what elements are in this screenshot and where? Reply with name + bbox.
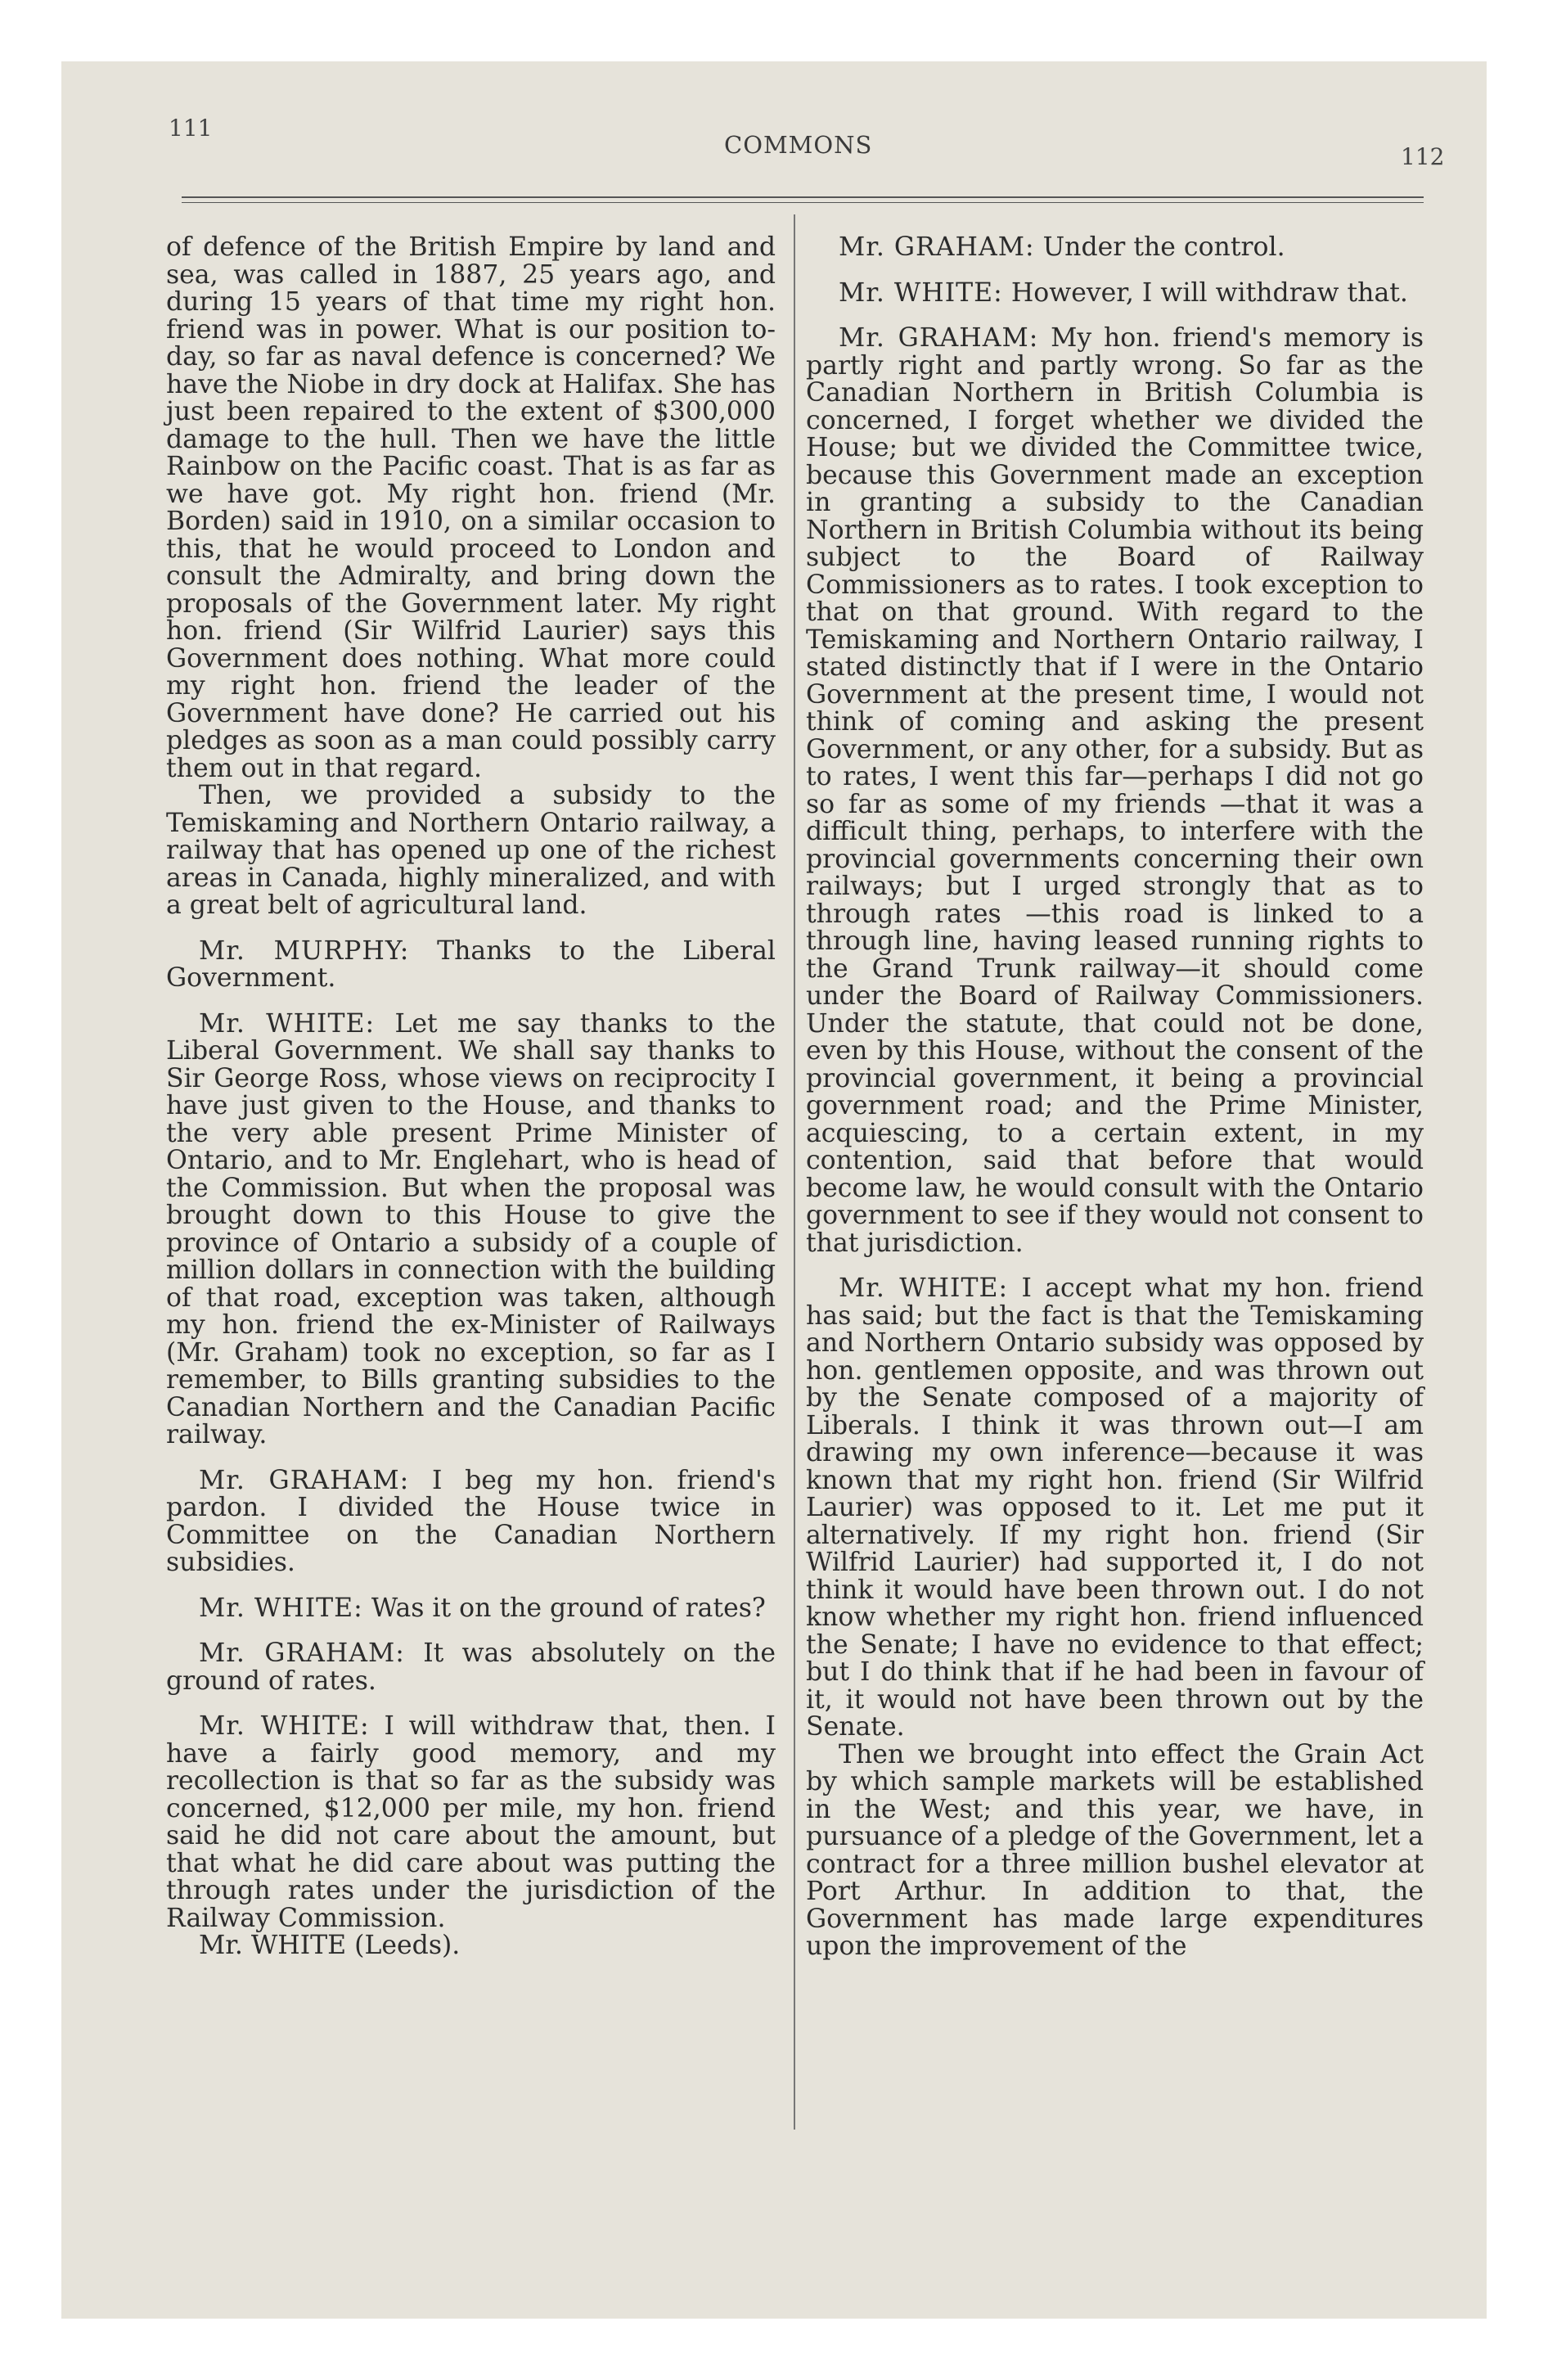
speaker-name: Mr. WHITE: — [839, 277, 1003, 308]
speech — [166, 1595, 776, 1623]
speaker-name: Mr. GRAHAM: — [839, 232, 1035, 262]
speech — [806, 325, 1424, 1257]
left-page-number: 111 — [169, 115, 213, 142]
speech — [166, 1467, 776, 1577]
speech-text: Let me say thanks to the Liberal Government. We shall say thanks to Sir George Ross, whose views on reciprocity I have just given to the House, and thanks to the very able present Prime Minister of Ontario, and to Mr. Englehart, who is head of the Commission. But when the proposal was brought down to this House to give the province of Ontario a subsidy of a couple of million dollars in connection with the building of that road, exception was taken, although my hon. friend the ex-Minister of Railways (Mr. Graham) took no exception, so far as I remember, to Bills granting subsidies to the Canadian Northern and the Canadian Pacific railway. — [166, 1008, 776, 1449]
paragraph-text: Then we brought into effect the Grain Act by which sample markets will be established in the West; and this year, we have, in pursuance of a pledge of the Government, let a contract for a three million bushel elevator at Port Arthur. In addition to that, the Government has made large expenditures upon the improvement of the — [806, 1739, 1424, 1961]
speaker-name: Mr. GRAHAM: — [199, 1465, 410, 1495]
speech-text: I accept what my hon. friend has said; but the fact is that the Temiskaming and Northern Ontario subsidy was opposed by hon. gentlemen opposite, and was thrown out by the Senate composed of a majority of Liberals. I think it was thrown out—I am drawing my own inference—because it was known that my right hon. friend (Sir Wilfrid Laurier) was opposed to it. Let me put it alternatively. If my right hon. friend (Sir Wilfrid Laurier) had supported it, I do not think it would have been thrown out. I do not know whether my right hon. friend influenced the Senate; I have no evidence to that effect; but I do think that if he had been in favour of it, it would not have been thrown out by the Senate. — [806, 1273, 1424, 1742]
speaker-footer: Mr. WHITE (Leeds). — [199, 1931, 461, 1960]
speech-text: My hon. friend's memory is partly right and partly wrong. So far as the Canadian Northern in British Columbia is concerned, I forget whether we divided the House; but we divided the Committee twice, because this Government made an exception in granting a subsidy to the Canadian Northern in British Columbia without its being subject to the Board of Railway Commissioners as to rates. I took exception to that on that ground. With regard to the Temiskaming and Northern Ontario railway, I stated distinctly that if I were in the Ontario Government at the present time, I would not think of coming and asking the present Government, or any other, for a subsidy. But as to rates, I went this far—perhaps I did not go so far as some of my friends —that it was a difficult thing, perhaps, to interfere with the provincial governments concerning their own railways; but I urged strongly that as to through rates —this road is linked to a through line, having leased running rights to the Grand Trunk railway—it should come under the Board of Railway Commissioners. Under the statute, that could not be done, even by this House, without the consent of the provincial government, it being a provincial government road; and the Prime Minister, acquiescing, to a certain extent, in my contention, said that before that would become law, he would consult with the Ontario government to see if they would not consent to that jurisdiction. — [806, 323, 1424, 1258]
paragraph-text: of defence of the British Empire by land and sea, was called in 1887, 25 years ago, and during 15 years of that time my right hon. friend was in power. What is our position to-day, so far as naval defence is concerned? We have the Niobe in dry dock at Halifax. She has just been repaired to the extent of $300,000 damage to the hull. Then we have the little Rainbow on the Pacific coast. That is as far as we have got. My right hon. friend (Mr. Borden) said in 1910, on a similar occasion to this, that he would proceed to London and consult the Admiralty, and bring down the proposals of the Government later. My right hon. friend (Sir Wilfrid Laurier) says this Government does nothing. What more could my right hon. friend the leader of the Government have done? He carried out his pledges as soon as a man could possibly carry them out in that regard. — [166, 232, 776, 783]
speaker-name: Mr. WHITE: — [839, 1273, 1009, 1303]
paragraph — [806, 1739, 1424, 1961]
speaker-name: Mr. WHITE: — [199, 1008, 376, 1039]
footer-speaker-line — [166, 1932, 776, 1960]
left-column — [166, 234, 776, 1960]
speaker-name: Mr. GRAHAM: — [199, 1639, 405, 1668]
paragraph — [166, 782, 776, 920]
paragraph — [166, 234, 776, 782]
column-divider — [794, 214, 795, 2130]
right-page-number: 112 — [1401, 143, 1445, 170]
speech-text: I beg my hon. friend's pardon. I divided the House twice in Committee on the Canadian Northern subsidies. — [166, 1465, 776, 1577]
speech-text: It was absolutely on the ground of rates. — [166, 1639, 776, 1696]
speech-text: However, I will withdraw that. — [1010, 277, 1408, 308]
speech — [806, 277, 1424, 308]
speech-text: Was it on the ground of rates? — [371, 1593, 766, 1623]
speech — [806, 234, 1424, 262]
speech-text: I will withdraw that, then. I have a fairly good memory, and my recollection is that so far as the subsidy was concerned, $12,000 per mile, my hon. friend said he did not care about the amount, but that what he did care about was putting the through rates under the jurisdiction of the Railway Commission. — [166, 1711, 776, 1933]
running-head: COMMONS — [724, 131, 873, 159]
speaker-name: Mr. MURPHY: — [199, 935, 410, 966]
right-column — [806, 234, 1424, 1961]
speech-text: Thanks to the Liberal Government. — [166, 935, 776, 993]
speech — [166, 935, 776, 993]
speech-text: Under the control. — [1042, 232, 1285, 262]
speech — [166, 1713, 776, 1932]
paragraph-text: Then, we provided a subsidy to the Temiskaming and Northern Ontario railway, a railway that has opened up one of the richest areas in Canada, highly mineralized, and with a great belt of agricultural land. — [166, 781, 776, 920]
speaker-name: Mr. GRAHAM: — [839, 323, 1039, 353]
speech — [166, 1640, 776, 1695]
speaker-name: Mr. WHITE: — [199, 1593, 363, 1623]
speech — [806, 1275, 1424, 1742]
speech — [166, 1008, 776, 1449]
speaker-name: Mr. WHITE: — [199, 1711, 370, 1741]
header-rule — [182, 196, 1424, 203]
